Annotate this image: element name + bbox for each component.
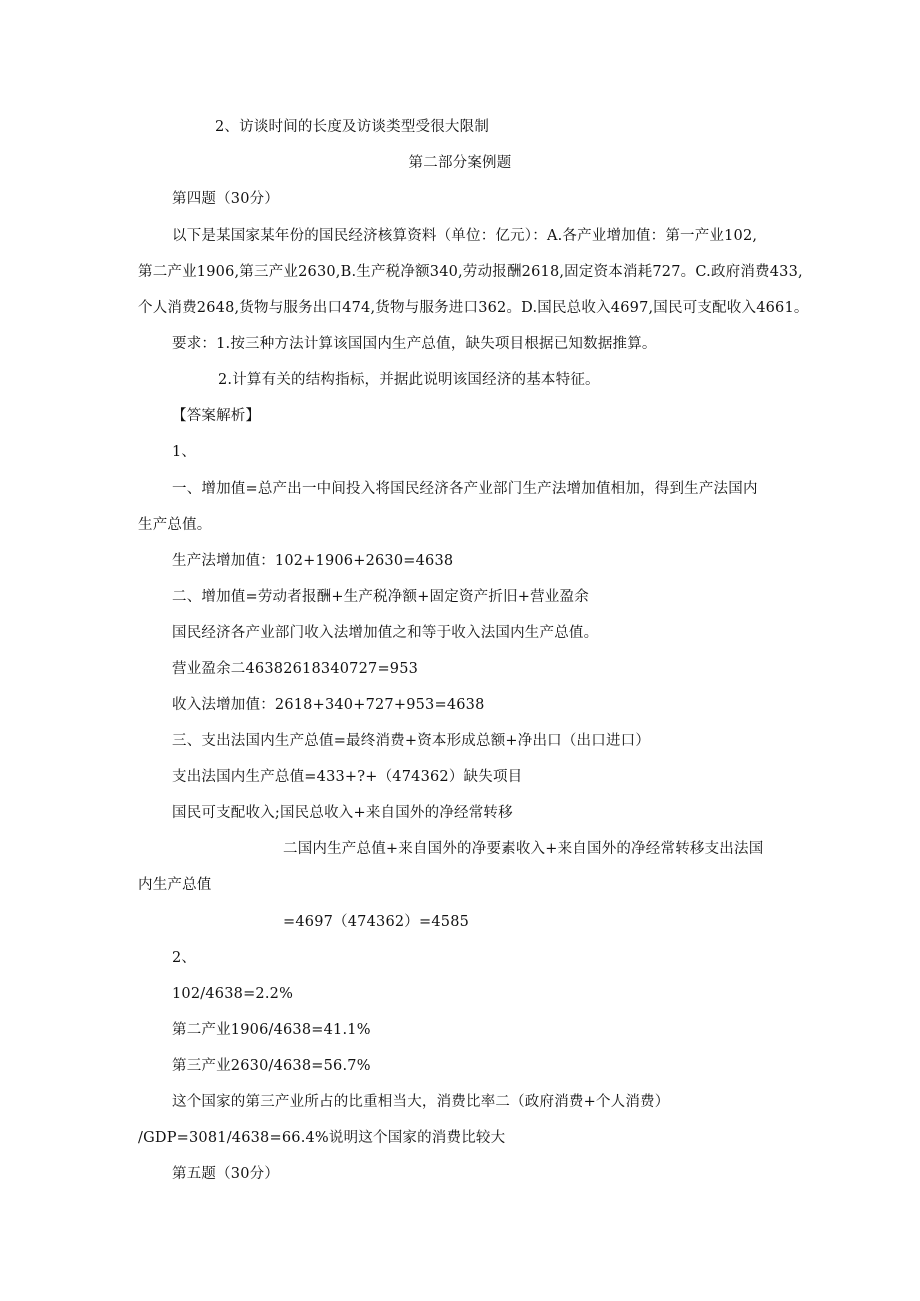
section-title: 第二部分案例题	[408, 155, 512, 171]
gdp-relation-line-1: 二国内生产总值+来自国外的净要素收入+来自国外的净经常转移支出法国	[283, 841, 764, 857]
text-line-interview-limit: 2、访谈时间的长度及访谈类型受很大限制	[215, 119, 490, 135]
income-method-value: 收入法增加值：2618+340+727+953=4638	[172, 697, 485, 713]
tertiary-industry-ratio: 第三产业2630/4638=56.7%	[172, 1058, 371, 1074]
question-4-text-line-3: 个人消费2648,货物与服务出口474,货物与服务进口362。D.国民总收入4697,国民可支配收入4661。	[138, 300, 809, 316]
operating-surplus: 营业盈余二46382618340727=953	[172, 661, 419, 677]
requirement-2: 2.计算有关的结构指标，并据此说明该国经济的基本特征。	[218, 372, 600, 388]
requirement-1: 要求：1.按三种方法计算该国国内生产总值，缺失项目根据已知数据推算。	[172, 336, 657, 352]
answer-part-1-label: 1、	[172, 444, 197, 460]
gdp-result: =4697（474362）=4585	[283, 914, 470, 930]
expenditure-method-formula: 三、支出法国内生产总值=最终消费+资本形成总额+净出口（出口进口）	[172, 733, 651, 749]
production-method-value: 生产法增加值：102+1906+2630=4638	[172, 553, 454, 569]
conclusion-line-1: 这个国家的第三产业所占的比重相当大，消费比率二（政府消费+个人消费）	[172, 1094, 670, 1110]
production-method-line-2: 生产总值。	[138, 517, 212, 533]
question-4-text-line-1: 以下是某国家某年份的国民经济核算资料（单位：亿元）：A.各产业增加值：第一产业102,	[172, 228, 758, 244]
primary-industry-ratio: 102/4638=2.2%	[172, 986, 294, 1002]
conclusion-line-2: /GDP=3081/4638=66.4%说明这个国家的消费比较大	[138, 1130, 506, 1146]
production-method-line-1: 一、增加值=总产出一中间投入将国民经济各产业部门生产法增加值相加，得到生产法国内	[172, 481, 758, 497]
question-4-heading: 第四题（30分）	[172, 191, 280, 207]
gdp-relation-line-2: 内生产总值	[138, 877, 212, 893]
answer-part-2-label: 2、	[172, 950, 197, 966]
question-4-text-line-2: 第二产业1906,第三产业2630,B.生产税净额340,劳动报酬2618,固定资本消耗727。C.政府消费433,	[138, 264, 803, 280]
income-method-formula: 二、增加值=劳动者报酬+生产税净额+固定资产折旧+营业盈余	[172, 589, 589, 605]
secondary-industry-ratio: 第二产业1906/4638=41.1%	[172, 1022, 371, 1038]
answer-heading: 【答案解析】	[172, 408, 261, 424]
expenditure-method-value: 支出法国内生产总值=433+?+（474362）缺失项目	[172, 769, 523, 785]
question-5-heading: 第五题（30分）	[172, 1166, 280, 1182]
income-method-text: 国民经济各产业部门收入法增加值之和等于收入法国内生产总值。	[172, 625, 599, 641]
disposable-income-formula: 国民可支配收入;国民总收入+来自国外的净经常转移	[172, 805, 513, 821]
